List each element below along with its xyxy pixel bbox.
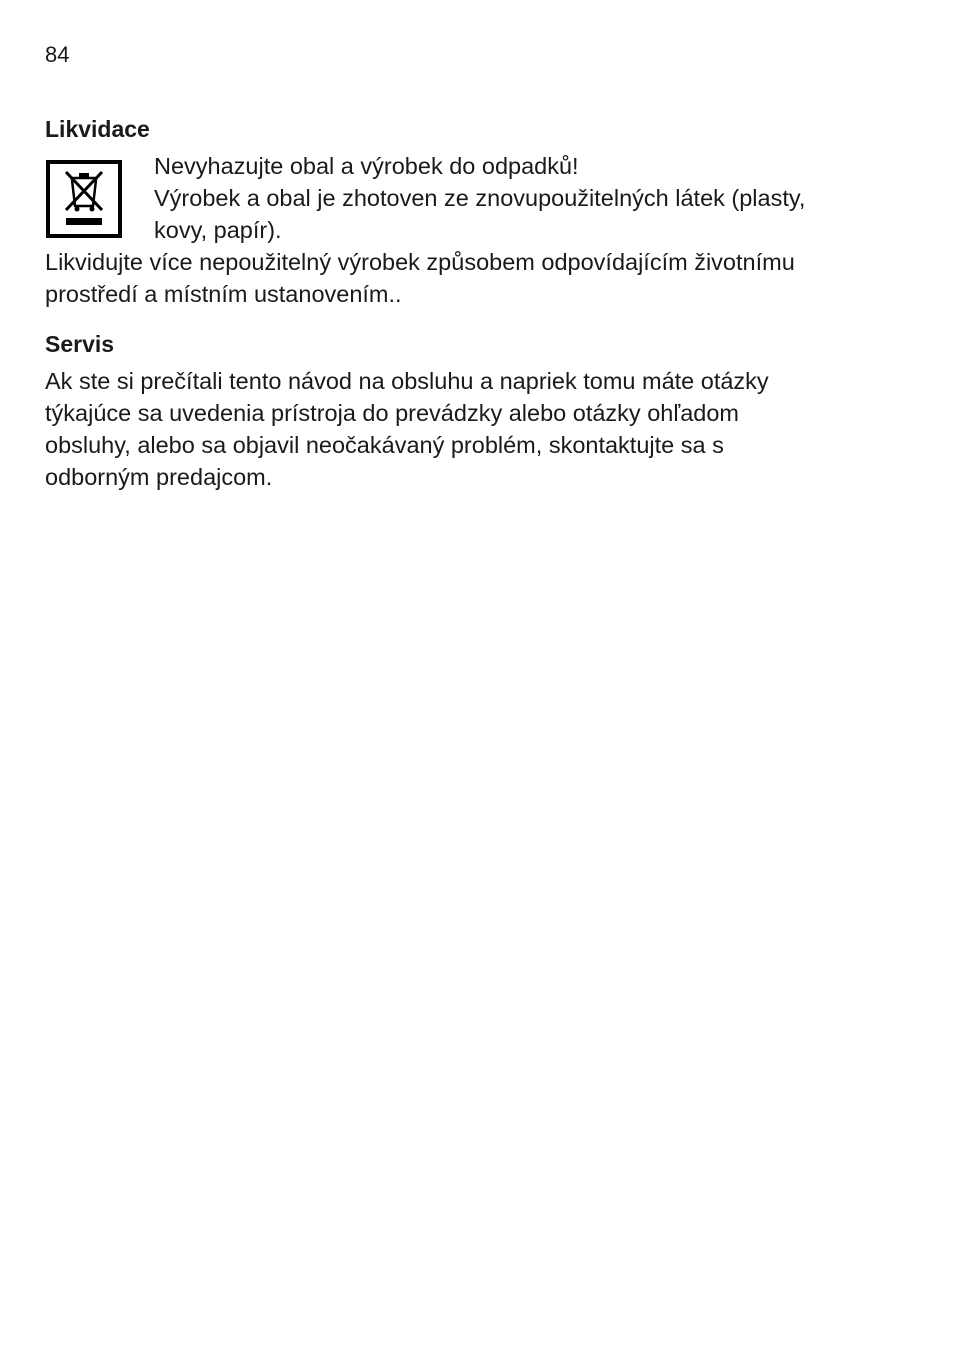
service-heading: Servis: [45, 331, 115, 357]
service-text-line: Ak ste si prečítali tento návod na obsluhu a napriek tomu máte otázky: [45, 368, 769, 394]
service-text-line: týkajúce sa uvedenia prístroja do prevádzky alebo otázky ohľadom: [45, 400, 739, 426]
page-number: 84: [45, 42, 70, 67]
disposal-text-line: Nevyhazujte obal a výrobek do odpadků!: [154, 153, 579, 179]
disposal-text-line: Výrobek a obal je zhotoven ze znovupoužitelných látek (plasty,: [154, 185, 806, 211]
disposal-text-line: prostředí a místním ustanovením..: [45, 281, 402, 307]
disposal-heading: Likvidace: [45, 116, 150, 142]
disposal-text-line: Likvidujte více nepoužitelný výrobek způsobem odpovídajícím životnímu: [45, 249, 795, 275]
service-text-line: obsluhy, alebo sa objavil neočakávaný problém, skontaktujte sa s: [45, 432, 724, 458]
disposal-text-line: kovy, papír).: [154, 217, 282, 243]
crossed-out-wheelie-bin-icon: [46, 160, 122, 238]
service-text-line: odborným predajcom.: [45, 464, 273, 490]
